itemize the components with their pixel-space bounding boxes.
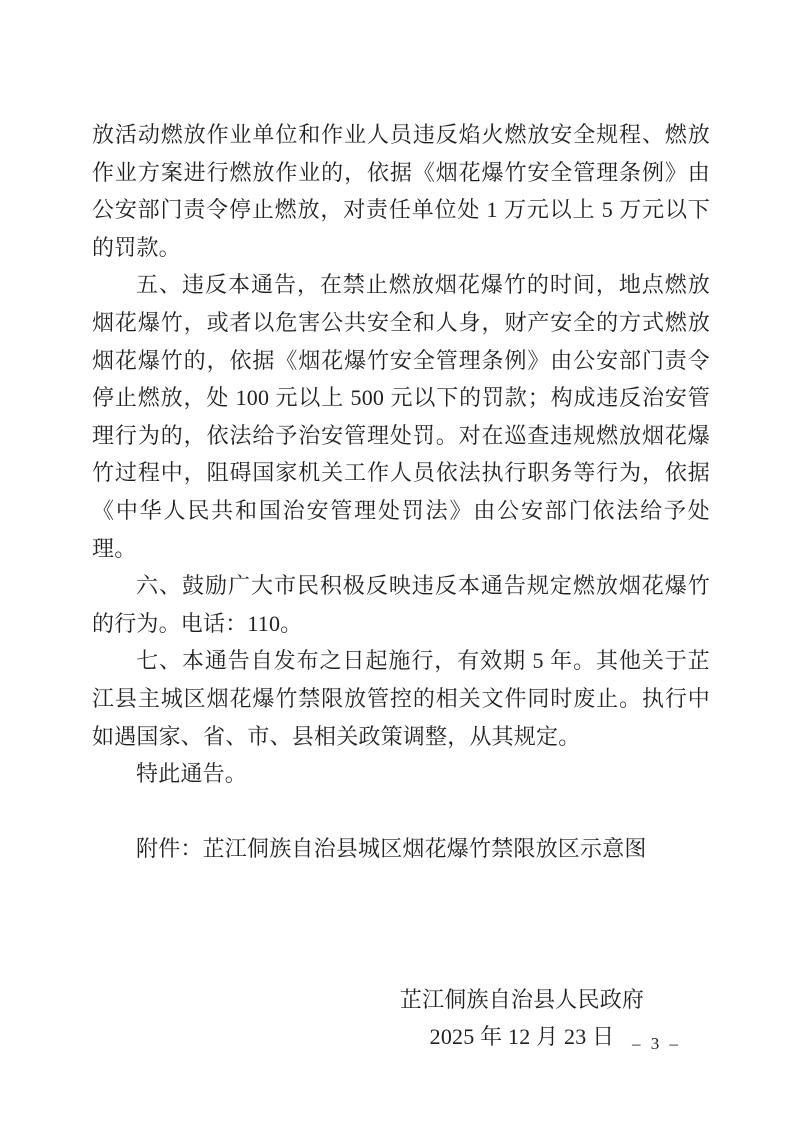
document-body	[92, 116, 710, 1056]
paragraph-continuation: 放活动燃放作业单位和作业人员违反焰火燃放安全规程、燃放作业方案进行燃放作业的，依据《烟花爆竹安全管理条例》由公安部门责令停止燃放，对责任单位处 1 万元以上 5 万元以下的罚款。	[92, 122, 710, 260]
paragraph-clause-6: 六、鼓励广大市民积极反映违反本通告规定燃放烟花爆竹的行为。电话：110。	[92, 573, 710, 636]
attachment-line: 附件：芷江侗族自治县城区烟花爆竹禁限放区示意图	[136, 836, 647, 862]
page-number: – 3 –	[632, 1034, 681, 1053]
paragraph-closing: 特此通告。	[136, 761, 248, 787]
issue-date: 2025 年 12 月 23 日	[429, 1024, 615, 1050]
issuer-name: 芷江侗族自治县人民政府	[399, 986, 645, 1012]
paragraph-clause-5: 五、违反本通告，在禁止燃放烟花爆竹的时间，地点燃放烟花爆竹，或者以危害公共安全和人身，财产安全的方式燃放烟花爆竹的，依据《烟花爆竹安全管理条例》由公安部门责令停止燃放，处 100 元以上 500 元以下的罚款；构成违反治安管理行为的，依法给予治安管理处罚。对在巡查违规燃放烟花爆竹过程中，阻碍国家机关工作人员依法执行职务等行为，依据《中华人民共和国治安管理处罚法》由公安部门依法给予处理。	[92, 272, 710, 561]
paragraph-clause-7: 七、本通告自发布之日起施行，有效期 5 年。其他关于芷江县主城区烟花爆竹禁限放管控的相关文件同时废止。执行中如遇国家、省、市、县相关政策调整，从其规定。	[92, 648, 710, 749]
